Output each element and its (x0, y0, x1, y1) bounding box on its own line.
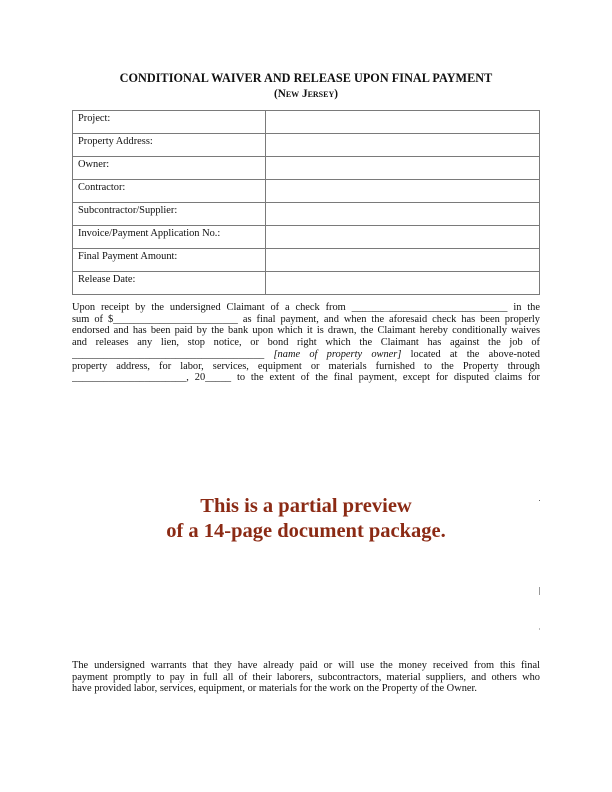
paragraph-line: endorsed and has been paid by the bank upon which it is drawn, the Claimant hereby conditionally waives (72, 325, 540, 337)
field-value-final-payment-amount[interactable] (266, 249, 540, 272)
stray-mark (539, 587, 540, 595)
field-value-contractor[interactable] (266, 180, 540, 203)
paragraph-line (72, 349, 540, 361)
partial-preview-notice (0, 494, 612, 544)
paragraph-line: ______________________, 20_____ to the extent of the final payment, except for disputed claims for (72, 372, 540, 384)
field-label-owner: Owner: (73, 157, 266, 180)
table-row (73, 249, 540, 272)
warranty-paragraph (72, 660, 540, 695)
table-row (73, 111, 540, 134)
table-row (73, 180, 540, 203)
field-value-subcontractor[interactable] (266, 203, 540, 226)
document-subtitle: (New Jersey) (274, 88, 338, 100)
table-row (73, 203, 540, 226)
field-label-release-date: Release Date: (73, 272, 266, 295)
field-label-contractor: Contractor: (73, 180, 266, 203)
table-row (73, 157, 540, 180)
waiver-paragraph (72, 302, 540, 395)
paragraph-line: and releases any lien, stop notice, or bond right which the Claimant has against the job of (72, 337, 540, 349)
field-value-owner[interactable] (266, 157, 540, 180)
owner-blank: _____________________________________ (72, 348, 265, 360)
field-label-property-address: Property Address: (73, 134, 266, 157)
paragraph-line: Upon receipt by the undersigned Claimant of a check from ______________________________ in the (72, 302, 540, 313)
paragraph-line: have provided labor, services, equipment, or materials for the work on the Property of the Owner. (72, 683, 477, 695)
table-row (73, 226, 540, 249)
field-value-property-address[interactable] (266, 134, 540, 157)
project-info-table (72, 110, 540, 295)
paragraph-line: payment promptly to pay in full all of their laborers, subcontractors, material suppliers, and others who (72, 671, 540, 683)
document-title: CONDITIONAL WAIVER AND RELEASE UPON FINAL PAYMENT (119, 71, 493, 85)
preview-notice-line: This is a partial preview (200, 495, 412, 517)
field-label-subcontractor: Subcontractor/Supplier: (73, 203, 266, 226)
field-label-final-payment-amount: Final Payment Amount: (73, 249, 266, 272)
paragraph-line: sum of $________________________ as final payment, and when the aforesaid check has been properly (72, 313, 540, 325)
owner-name-hint: [name of property owner] (273, 348, 402, 360)
preview-notice-line: of a 14-page document package. (166, 520, 446, 542)
field-label-project: Project: (73, 111, 266, 134)
stray-mark (539, 500, 540, 501)
stray-mark (539, 628, 540, 630)
table-row (73, 272, 540, 295)
paragraph-line-tail: located at the above-noted (410, 348, 540, 360)
paragraph-line: The undersigned warrants that they have already paid or will use the money received from this final (72, 660, 540, 671)
field-label-invoice: Invoice/Payment Application No.: (73, 226, 266, 249)
field-value-release-date[interactable] (266, 272, 540, 295)
field-value-project[interactable] (266, 111, 540, 134)
paragraph-line: property address, for labor, services, equipment or materials furnished to the Property through (72, 360, 540, 372)
table-row (73, 134, 540, 157)
field-value-invoice[interactable] (266, 226, 540, 249)
